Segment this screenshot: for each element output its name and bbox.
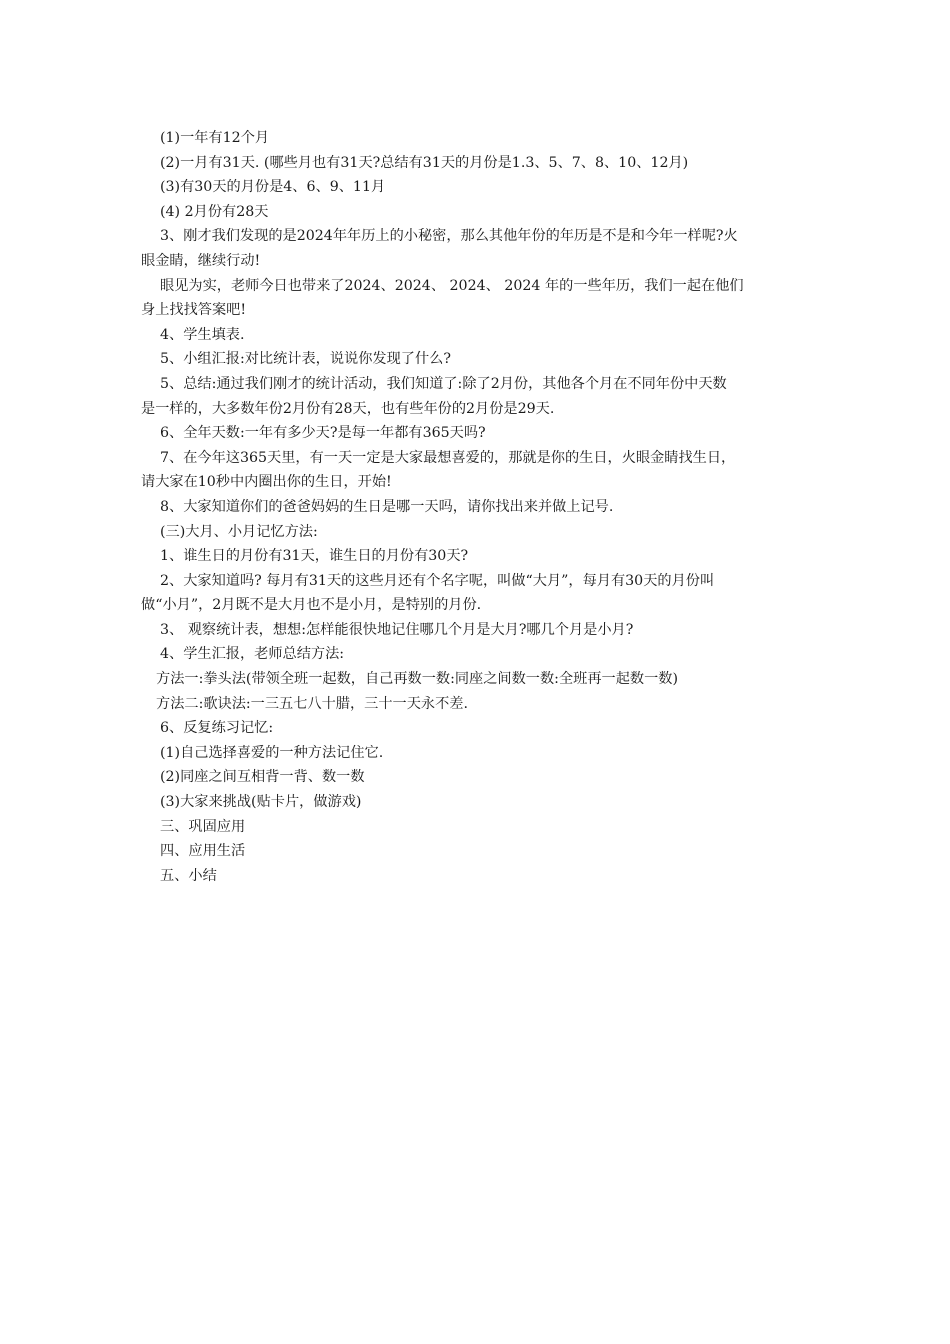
text-line: 眼金睛，继续行动! (141, 252, 261, 269)
text-line: 6、全年天数:一年有多少天?是每一年都有365天吗? (160, 425, 486, 442)
text-line: 7、在今年这365天里，有一天一定是大家最想喜爱的，那就是你的生日，火眼金睛找生日， (160, 449, 736, 466)
text-line: 6、反复练习记忆: (160, 720, 274, 737)
text-line: (1)一年有12个月 (160, 130, 270, 146)
text-line: 做“小月”，2月既不是大月也不是小月，是特别的月份. (141, 597, 482, 614)
text-line: 四、应用生活 (160, 843, 246, 860)
text-line: 方法一:拳头法(带领全班一起数，自己再数一数:同座之间数一数:全班再一起数一数) (156, 671, 678, 688)
text-line: 1、谁生日的月份有31天，谁生日的月份有30天? (160, 548, 469, 565)
text-line: 是一样的，大多数年份2月份有28天，也有些年份的2月份是29天. (141, 400, 555, 417)
text-line: (3)有30天的月份是4、6、9、11月 (160, 179, 386, 196)
text-line: 方法二:歌诀法:一三五七八十腊，三十一天永不差. (156, 695, 469, 712)
text-line: 4、学生填表. (160, 326, 245, 343)
text-line: 五、小结 (160, 867, 217, 884)
text-line: 3、 观察统计表，想想:怎样能很快地记住哪几个月是大月?哪几个月是小月? (160, 621, 634, 638)
text-line: 身上找找答案吧! (141, 302, 247, 319)
text-line: 请大家在10秒中内圈出你的生日，开始! (141, 474, 392, 491)
text-line: 5、总结:通过我们刚才的统计活动，我们知道了:除了2月份，其他各个月在不同年份中天数 (160, 375, 727, 392)
text-line: (2)一月有31天. (哪些月也有31天?总结有31天的月份是1.3、5、7、8、10、12月) (160, 154, 689, 171)
text-line: (3)大家来挑战(贴卡片，做游戏) (160, 794, 362, 811)
text-line: 三、巩固应用 (160, 818, 246, 835)
text-line: 眼见为实，老师今日也带来了2024、2024、 2024、 2024 年的一些年历，我们一起在他们 (160, 277, 744, 294)
text-line: (2)同座之间互相背一背、数一数 (160, 769, 365, 786)
text-line: 2、大家知道吗? 每月有31天的这些月还有个名字呢，叫做“大月”，每月有30天的月份叫 (160, 572, 715, 589)
text-line: 3、刚才我们发现的是2024年年历上的小秘密，那么其他年份的年历是不是和今年一样呢?火 (160, 228, 738, 245)
text-line: (三)大月、小月记忆方法: (160, 523, 318, 540)
text-line: 5、小组汇报:对比统计表，说说你发现了什么? (160, 351, 451, 368)
text-line: 4、学生汇报，老师总结方法: (160, 646, 345, 663)
text-line: (4) 2月份有28天 (160, 203, 269, 220)
text-line: 8、大家知道你们的爸爸妈妈的生日是哪一天吗，请你找出来并做上记号. (160, 498, 614, 515)
document-body (141, 126, 813, 888)
text-line: (1)自己选择喜爱的一种方法记住它. (160, 744, 384, 761)
